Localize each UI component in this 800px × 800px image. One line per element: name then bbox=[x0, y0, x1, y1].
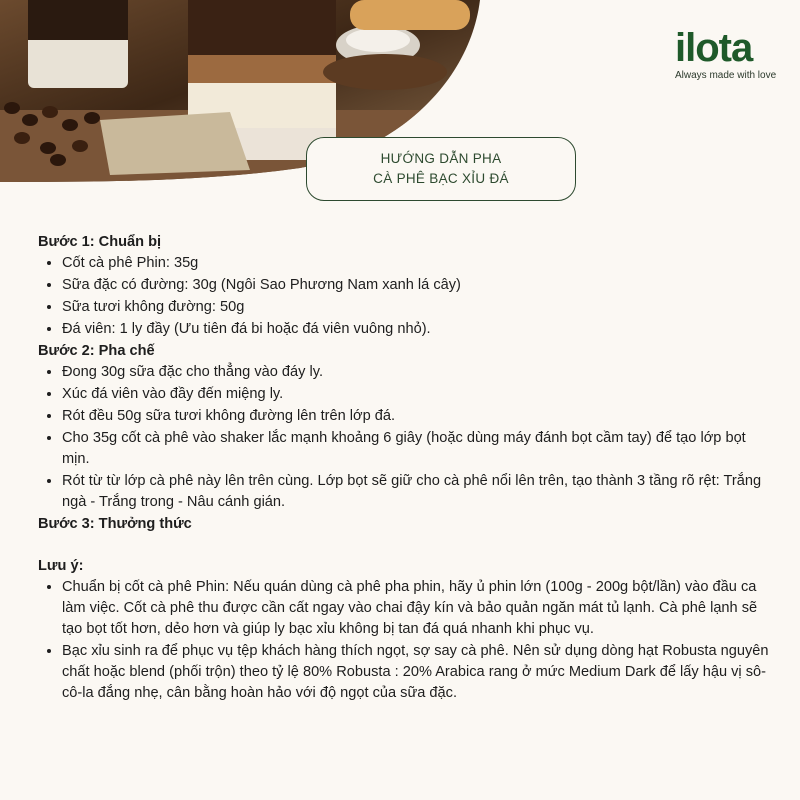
recipe-content bbox=[38, 232, 773, 705]
step-1-title: Bước 1: Chuẩn bị bbox=[38, 234, 162, 250]
list-item: • Bạc xỉu sinh ra để phục vụ tệp khách hàng thích ngọt, sợ say cà phê. Nên sử dụng dòng hạt Robusta nguyên chất hoặc blend (phối trộn) theo tỷ lệ 80% Robusta : 20% Arabica rang ở mức Medium Dark để lấy hậu vị sô-cô-la đắng nhẹ, cân bằng hoàn hảo với độ ngọt của sữa đặc. bbox=[62, 641, 773, 704]
list-item: • Đong 30g sữa đặc cho thẳng vào đáy ly. bbox=[62, 362, 773, 383]
step-1-list bbox=[38, 253, 773, 340]
list-item: • Xúc đá viên vào đầy đến miệng ly. bbox=[62, 384, 773, 405]
list-item: • Rót từ từ lớp cà phê này lên trên cùng. Lớp bọt sẽ giữ cho cà phê nổi lên trên, tạo thành 3 tầng rõ rệt: Trắng ngà - Trắng trong - Nâu cánh gián. bbox=[62, 471, 773, 513]
logo-wordmark: ilota bbox=[675, 26, 753, 70]
list-item: • Sữa tươi không đường: 50g bbox=[62, 297, 773, 318]
step-3-title: Bước 3: Thưởng thức bbox=[38, 516, 192, 532]
list-item: • Cốt cà phê Phin: 35g bbox=[62, 253, 773, 274]
step-2-list bbox=[38, 362, 773, 513]
list-item: • Cho 35g cốt cà phê vào shaker lắc mạnh khoảng 6 giây (hoặc dùng máy đánh bọt cầm tay) để tạo lớp bọt mịn. bbox=[62, 428, 773, 470]
list-item: • Sữa đặc có đường: 30g (Ngôi Sao Phương Nam xanh lá cây) bbox=[62, 275, 773, 296]
title-line-1: HƯỚNG DẪN PHA bbox=[380, 151, 502, 166]
logo-tagline: Always made with love bbox=[675, 70, 777, 81]
title-line-2: CÀ PHÊ BẠC XỈU ĐÁ bbox=[373, 171, 509, 186]
note-title: Lưu ý: bbox=[38, 558, 84, 574]
brand-logo bbox=[675, 28, 775, 81]
list-item: • Chuẩn bị cốt cà phê Phin: Nếu quán dùng cà phê pha phin, hãy ủ phin lớn (100g - 200g bột/lần) vào đầu ca làm việc. Cốt cà phê thu được cần cất ngay vào chai đậy kín và bảo quản ngăn mát tủ lạnh. Cà phê lạnh sẽ tạo bọt tốt hơn, dẻo hơn và giúp ly bạc xỉu không bị tan đá quá nhanh khi phục vụ. bbox=[62, 577, 773, 640]
step-2-title: Bước 2: Pha chế bbox=[38, 343, 155, 359]
list-item: • Rót đều 50g sữa tươi không đường lên trên lớp đá. bbox=[62, 406, 773, 427]
title-box bbox=[306, 137, 576, 201]
note-list bbox=[38, 577, 773, 704]
list-item: • Đá viên: 1 ly đầy (Ưu tiên đá bi hoặc đá viên vuông nhỏ). bbox=[62, 319, 773, 340]
spacer bbox=[38, 535, 773, 556]
